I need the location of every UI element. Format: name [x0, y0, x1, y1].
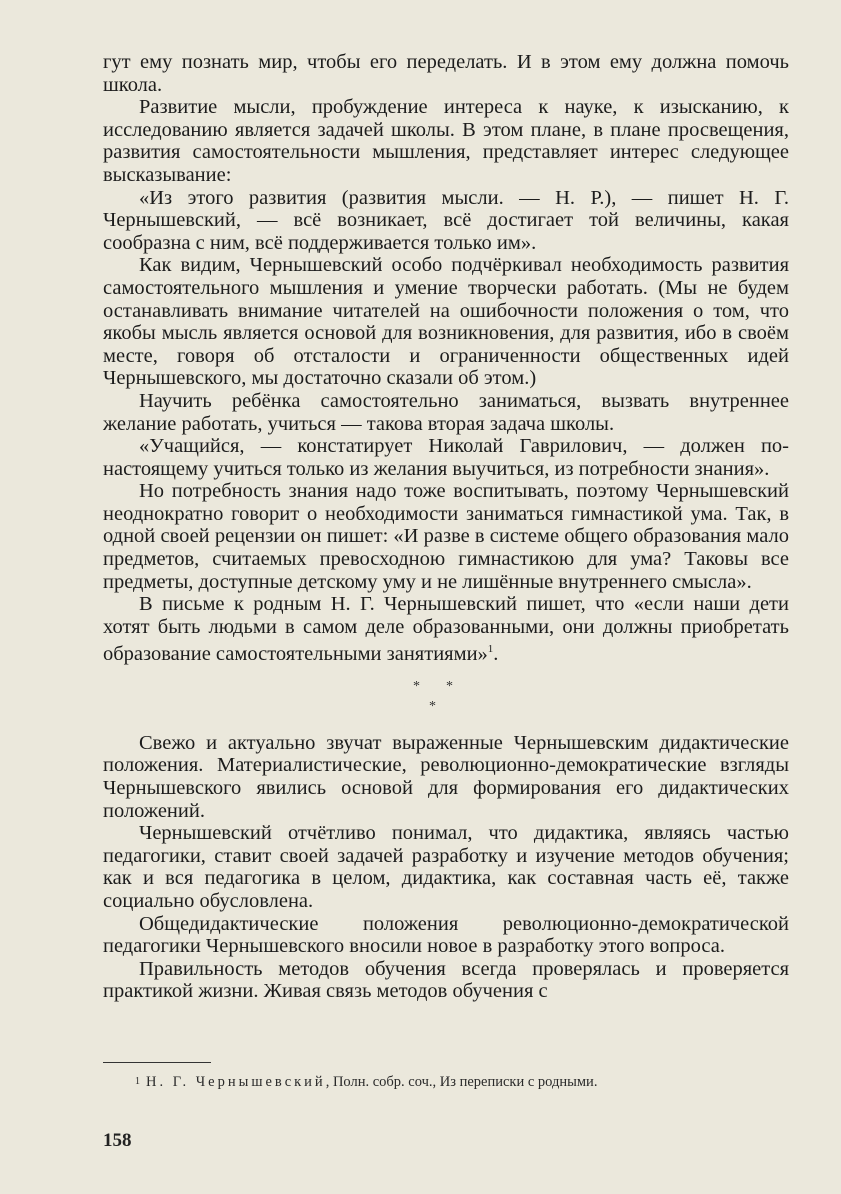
asterisk: * — [413, 678, 420, 694]
paragraph: Научить ребёнка самостоятельно заниматься, вызвать внутреннее желание работать, учиться — такова вторая задача школы. — [103, 389, 789, 435]
paragraph: гут ему познать мир, чтобы его переделать. И в этом ему должна помочь школа. — [103, 51, 789, 96]
footnote-divider — [103, 1062, 211, 1063]
paragraph: «Из этого развития (развития мысли. — Н. Р.), — пишет Н. Г. Чернышевский, — всё возникает, всё достигает той величины, какая сообразна с ним, всё поддерживается только им». — [103, 186, 789, 254]
section-divider — [103, 666, 789, 732]
paragraph: Правильность методов обучения всегда проверялась и проверяется практикой жизни. Живая связь методов обучения с — [103, 957, 789, 1003]
paragraph: Общедидактические положения революционно-демократической педагогики Чернышевского вносили новое в разработку этого вопроса. — [103, 912, 789, 958]
paragraph: «Учащийся, — констатирует Николай Гаврилович, — должен по-настоящему учиться только из желания выучиться, из потребности знания». — [103, 435, 789, 480]
paragraph: В письме к родным Н. Г. Чернышевский пишет, что «если наши дети хотят быть людьми в самом деле образованными, они должны приобретать образование самостоятельными занятиями»$^1$. — [103, 593, 789, 666]
footnote-reference: 1 — [487, 643, 494, 656]
paragraph-text: В письме к родным Н. Г. Чернышевский пишет, что «если наши дети хотят быть людьми в самом деле образованными, они должны приобретать образование самостоятельными занятиями» — [103, 593, 789, 666]
paragraph: Свежо и актуально звучат выраженные Чернышевским дидактические положения. Материалистические, революционно-демократические взгляды Чернышевского явились основой для формирования его дидактических положений. — [103, 731, 789, 822]
paragraph: Как видим, Чернышевский особо подчёркивал необходимость развития самостоятельного мышления и умение творчески работать. (Мы не будем останавливать внимание читателей на ошибочности положения о том, что якобы мысль является основой для возникновения, для развития, ибо в своём месте, говоря об отсталости и ограниченности общественных идей Чернышевского, мы достаточно сказали об этом.) — [103, 254, 789, 390]
footnote-mark: 1 — [135, 1076, 140, 1087]
main-text — [103, 51, 789, 1003]
page-number: 158 — [103, 1130, 132, 1151]
footnote-text: , Полн. собр. соч., Из переписки с родными. — [325, 1074, 598, 1090]
footnote — [135, 1073, 795, 1091]
paragraph: Развитие мысли, пробуждение интереса к науке, к изысканию, к исследованию является задачей школы. В этом плане, в плане просвещения, развития самостоятельности мышления, представляет интерес следующее высказывание: — [103, 96, 789, 186]
asterisk: * — [446, 678, 453, 694]
paragraph: Но потребность знания надо тоже воспитывать, поэтому Чернышевский неоднократно говорит о необходимости заниматься гимнастикой ума. Так, в одной своей рецензии он пишет: «И разве в системе общего образования мало предметов, считаемых превосходною гимнастикою для ума? Таковы все предметы, доступные детскому уму и не лишённые внутреннего смысла». — [103, 480, 789, 593]
paragraph: Чернышевский отчётливо понимал, что дидактика, являясь частью педагогики, ставит своей задачей разработку и изучение методов обучения; как и вся педагогика в целом, дидактика, как составная часть её, также социально обусловлена. — [103, 822, 789, 913]
footnote-author: Н. Г. Чернышевский — [146, 1074, 326, 1090]
asterisk: * — [429, 698, 436, 714]
